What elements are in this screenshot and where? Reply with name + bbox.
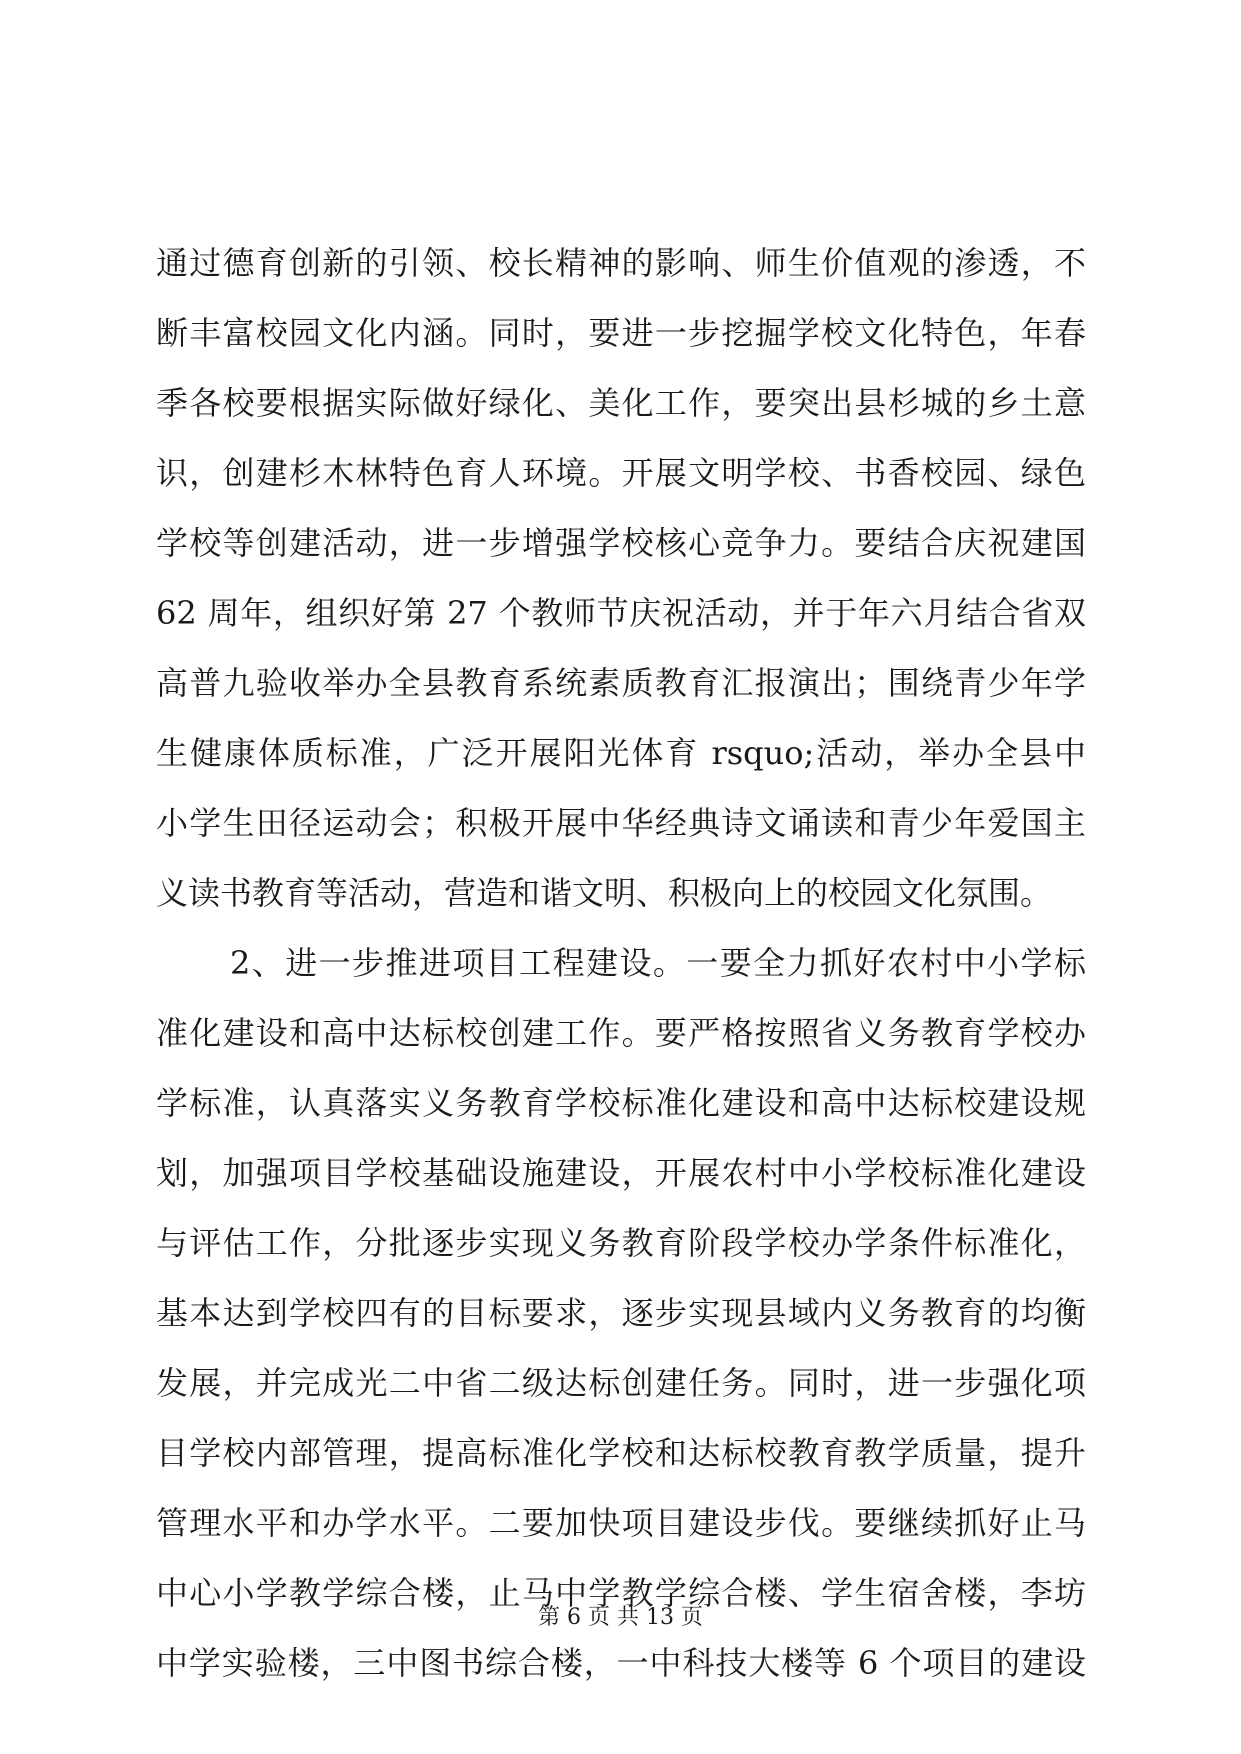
text-line: 与评估工作，分批逐步实现义务教育阶段学校办学条件标准化， — [156, 1224, 1086, 1262]
text-line: 生健康体质标准，广泛开展阳光体育 rsquo;活动，举办全县中 — [156, 734, 1086, 772]
text-line: 断丰富校园文化内涵。同时，要进一步挖掘学校文化特色，年春 — [156, 314, 1086, 352]
text-line: 基本达到学校四有的目标要求，逐步实现县域内义务教育的均衡 — [156, 1294, 1086, 1332]
text-line: 识，创建杉木林特色育人环境。开展文明学校、书香校园、绿色 — [156, 454, 1086, 492]
text-line: 准化建设和高中达标校创建工作。要严格按照省义务教育学校办 — [156, 1014, 1086, 1052]
text-line: 通过德育创新的引领、校长精神的影响、师生价值观的渗透，不 — [156, 244, 1086, 282]
text-line: 发展，并完成光二中省二级达标创建任务。同时，进一步强化项 — [156, 1364, 1086, 1402]
paragraph-1 — [156, 228, 1086, 928]
text-line: 中心小学教学综合楼，止马中学教学综合楼、学生宿舍楼，李坊 — [156, 1574, 1086, 1612]
body-text — [156, 228, 1086, 1698]
text-line: 2、进一步推进项目工程建设。一要全力抓好农村中小学标 — [230, 944, 1086, 982]
text-line: 学校等创建活动，进一步增强学校核心竞争力。要结合庆祝建国 — [156, 524, 1086, 562]
text-line: 管理水平和办学水平。二要加快项目建设步伐。要继续抓好止马 — [156, 1504, 1086, 1542]
text-line: 学标准，认真落实义务教育学校标准化建设和高中达标校建设规 — [156, 1084, 1086, 1122]
text-line: 划，加强项目学校基础设施建设，开展农村中小学校标准化建设 — [156, 1154, 1086, 1192]
paragraph-2 — [156, 928, 1086, 1698]
text-line: 季各校要根据实际做好绿化、美化工作，要突出县杉城的乡土意 — [156, 384, 1086, 422]
text-line: 高普九验收举办全县教育系统素质教育汇报演出；围绕青少年学 — [156, 664, 1086, 702]
page-number-footer: 第 6 页 共 13 页 — [538, 1605, 703, 1630]
text-line: 62 周年，组织好第 27 个教师节庆祝活动，并于年六月结合省双 — [156, 594, 1086, 632]
text-line: 目学校内部管理，提高标准化学校和达标校教育教学质量，提升 — [156, 1434, 1086, 1472]
text-line: 小学生田径运动会；积极开展中华经典诗文诵读和青少年爱国主 — [156, 804, 1086, 842]
text-line: 义读书教育等活动，营造和谐文明、积极向上的校园文化氛围。 — [156, 874, 1053, 912]
text-line: 中学实验楼，三中图书综合楼，一中科技大楼等 6 个项目的建设 — [156, 1644, 1086, 1682]
